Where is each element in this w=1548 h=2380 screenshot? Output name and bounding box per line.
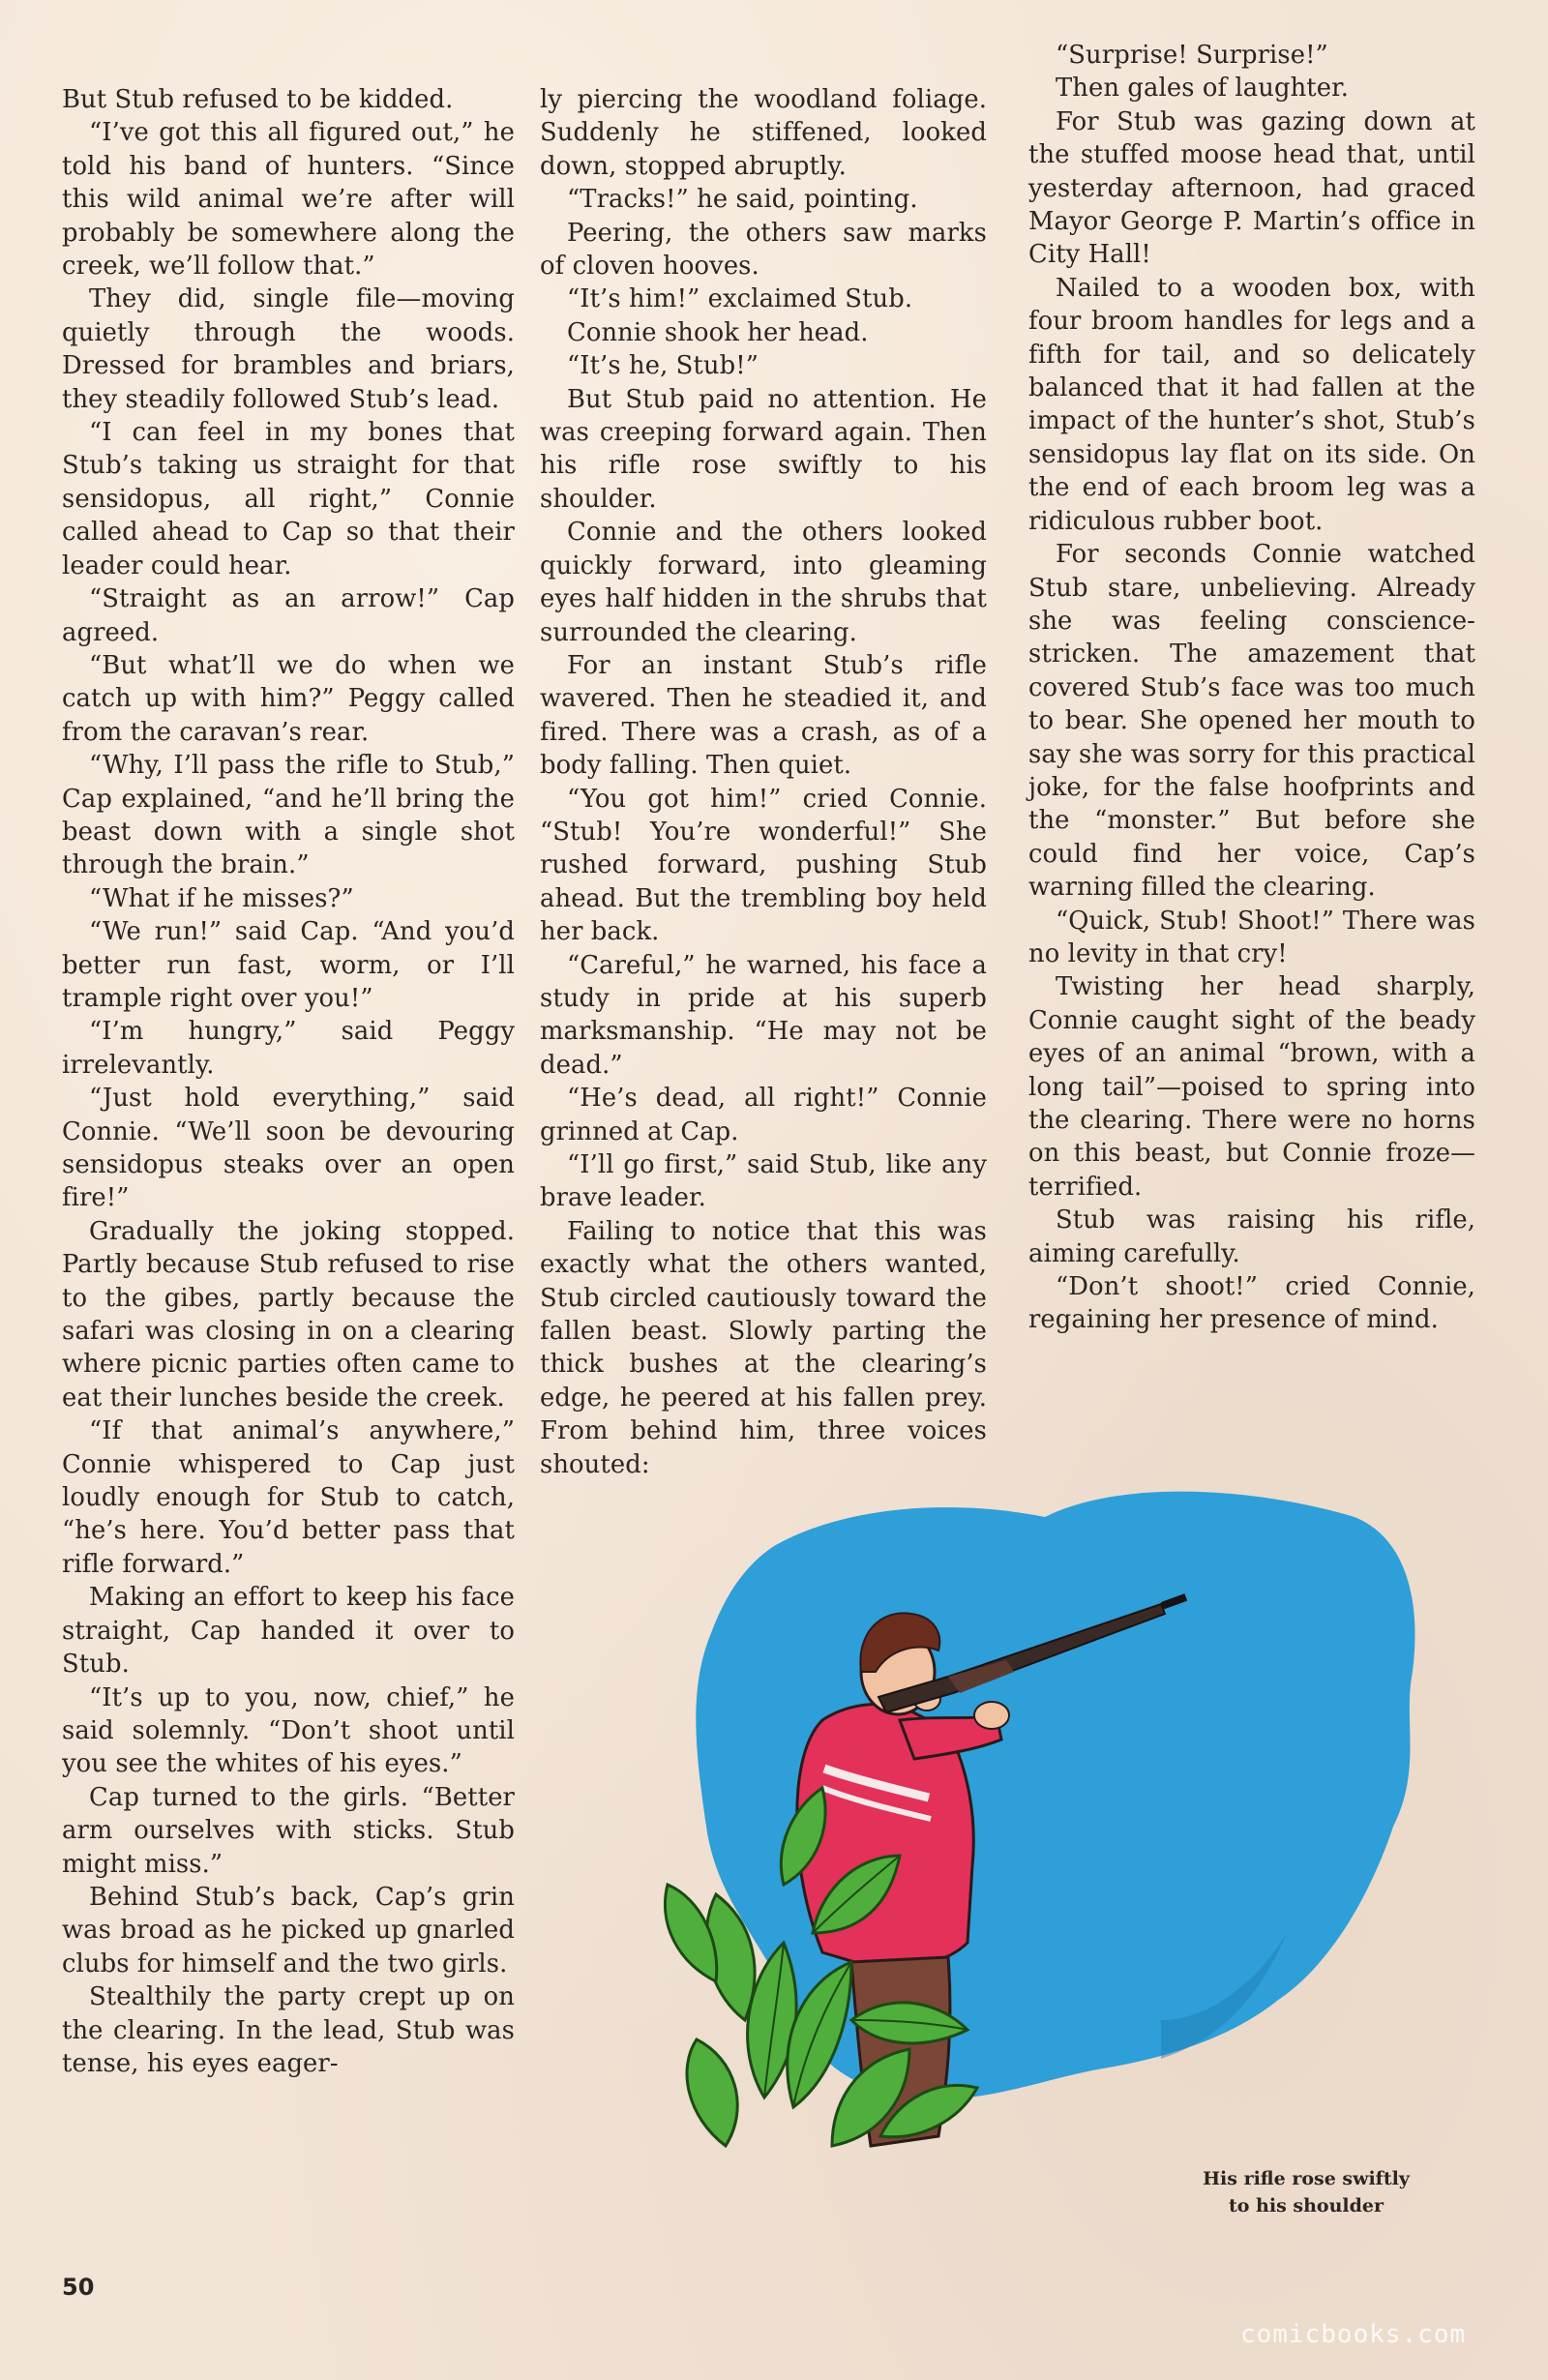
paragraph: They did, single file—moving quietly through the woods. Dressed for brambles and briars, they steadily followed Stub’s lead. xyxy=(62,284,515,414)
paragraph: Peering, the others saw marks of cloven hooves. xyxy=(540,218,987,282)
paragraph: “Quick, Stub! Shoot!” There was no levity in that cry! xyxy=(1028,906,1475,968)
paragraph: “Don’t shoot!” cried Connie, regaining her presence of mind. xyxy=(1028,1272,1475,1335)
paragraph: “If that animal’s anywhere,” Connie whispered to Cap just loudly enough for Stub to catch, “he’s here. You’d better pass that rifle forward.” xyxy=(62,1416,515,1579)
paragraph: “What if he misses?” xyxy=(89,883,354,913)
paragraph: Failing to notice that this was exactly what the others wanted, Stub circled cautiously toward the fallen beast. Slowly parting the thick bushes at the clearing’s edge, he peered at his fallen prey. From behind him, three voices shouted: xyxy=(540,1216,987,1479)
paragraph: Gradually the joking stopped. Partly because Stub refused to rise to the gibes, partly because the safari was closing in on a clearing where picnic parties often came to eat their lunches beside the creek. xyxy=(62,1216,515,1413)
paragraph: “Why, I’ll pass the rifle to Stub,” Cap explained, “and he’ll bring the beast down with a single shot through the brain.” xyxy=(62,751,515,880)
paragraph: But Stub refused to be kidded. xyxy=(62,85,454,114)
page-number: 50 xyxy=(62,2274,95,2301)
paragraph: “It’s up to you, now, chief,” he said solemnly. “Don’t shoot until you see the whites of his eyes.” xyxy=(62,1682,515,1779)
paragraph: Stub was raising his rifle, aiming carefully. xyxy=(1028,1205,1475,1268)
paragraph: “Surprise! Surprise!” xyxy=(1056,41,1328,70)
paragraph: But Stub paid no attention. He was creeping forward again. Then his rifle rose swiftly to his shoulder. xyxy=(540,384,987,514)
paragraph: Connie shook her head. xyxy=(567,317,869,347)
paragraph: “Tracks!” he said, pointing. xyxy=(567,185,918,215)
paragraph: “I’m hungry,” said Peggy irrelevantly. xyxy=(62,1017,515,1080)
paragraph: Then gales of laughter. xyxy=(1056,74,1350,104)
caption-line: His rifle rose swiftly xyxy=(1203,2168,1410,2189)
paragraph: Twisting her head sharply, Connie caught sight of the beady eyes of an animal “brown, with a long tail”—poised to spring into the clearing. There were no horns on this beast, but Connie froze—terrified. xyxy=(1028,972,1475,1202)
paragraph: For seconds Connie watched Stub stare, unbelieving. Already she was feeling conscience-stricken. The amazement that covered Stub’s face was too much to bear. She opened her mouth to say she was sorry for this practical joke, for the false hoofprints and the “monster.” But before she could find her voice, Cap’s warning filled the clearing. xyxy=(1028,540,1475,903)
illustration-caption xyxy=(1151,2165,1461,2219)
paragraph: “Careful,” he warned, his face a study in pride at his superb marksmanship. “He may not be dead.” xyxy=(540,950,987,1080)
paragraph: “We run!” said Cap. “And you’d better run fast, worm, or I’ll trample right over you!” xyxy=(62,917,515,1013)
paragraph: ly piercing the woodland foliage. Suddenly he stiffened, looked down, stopped abruptly. xyxy=(540,85,987,181)
source-watermark: comicbooks.com xyxy=(1240,2320,1467,2349)
paragraph: “But what’ll we do when we catch up with him?” Peggy called from the caravan’s rear. xyxy=(62,650,515,747)
paragraph: Making an effort to keep his face straight, Cap handed it over to Stub. xyxy=(62,1583,515,1680)
paragraph: Cap turned to the girls. “Better arm ourselves with sticks. Stub might miss.” xyxy=(62,1782,515,1879)
text-column-1 xyxy=(62,83,515,2080)
paragraph: “I’ve got this all figured out,” he told his band of hunters. “Since this wild animal we’re after will probably be somewhere along the creek, we’ll follow that.” xyxy=(62,118,515,282)
paragraph: “I can feel in my bones that Stub’s taking us straight for that sensidopus, all right,” Connie called ahead to Cap so that their leader could hear. xyxy=(62,418,515,580)
paragraph: “It’s he, Stub!” xyxy=(567,351,759,381)
paragraph: Behind Stub’s back, Cap’s grin was broad as he picked up gnarled clubs for himself and the two girls. xyxy=(62,1882,515,1978)
text-column-3 xyxy=(1028,39,1475,1337)
paragraph: “I’ll go first,” said Stub, like any brave leader. xyxy=(540,1150,987,1213)
paragraph: Nailed to a wooden box, with four broom handles for legs and a fifth for tail, and so delicately balanced that it had fallen at the impact of the hunter’s shot, Stub’s sensidopus lay flat on its side. On the end of each broom leg was a ridiculous rubber boot. xyxy=(1028,273,1475,536)
paragraph: “Just hold everything,” said Connie. “We’ll soon be devouring sensidopus steaks over an open fire!” xyxy=(62,1084,515,1213)
paragraph: Connie and the others looked quickly forward, into gleaming eyes half hidden in the shrubs that surrounded the clearing. xyxy=(540,518,987,647)
paragraph: Stealthily the party crept up on the clearing. In the lead, Stub was tense, his eyes eager- xyxy=(62,1982,515,2078)
text-column-2 xyxy=(540,83,987,1481)
paragraph: “You got him!” cried Connie. “Stub! You’re wonderful!” She rushed forward, pushing Stub ahead. But the trembling boy held her back. xyxy=(540,784,987,947)
paragraph: “It’s him!” exclaimed Stub. xyxy=(567,284,913,314)
paragraph: “Straight as an arrow!” Cap agreed. xyxy=(62,584,515,647)
paragraph: For an instant Stub’s rifle wavered. Then he steadied it, and fired. There was a crash, as of a body falling. Then quiet. xyxy=(540,650,987,781)
paragraph: “He’s dead, all right!” Connie grinned at Cap. xyxy=(540,1084,987,1146)
caption-line: to his shoulder xyxy=(1228,2195,1384,2216)
paragraph: For Stub was gazing down at the stuffed moose head that, until yesterday afternoon, had graced Mayor George P. Martin’s office in City Hall! xyxy=(1028,106,1475,270)
hunter-illustration xyxy=(658,1478,1451,2165)
